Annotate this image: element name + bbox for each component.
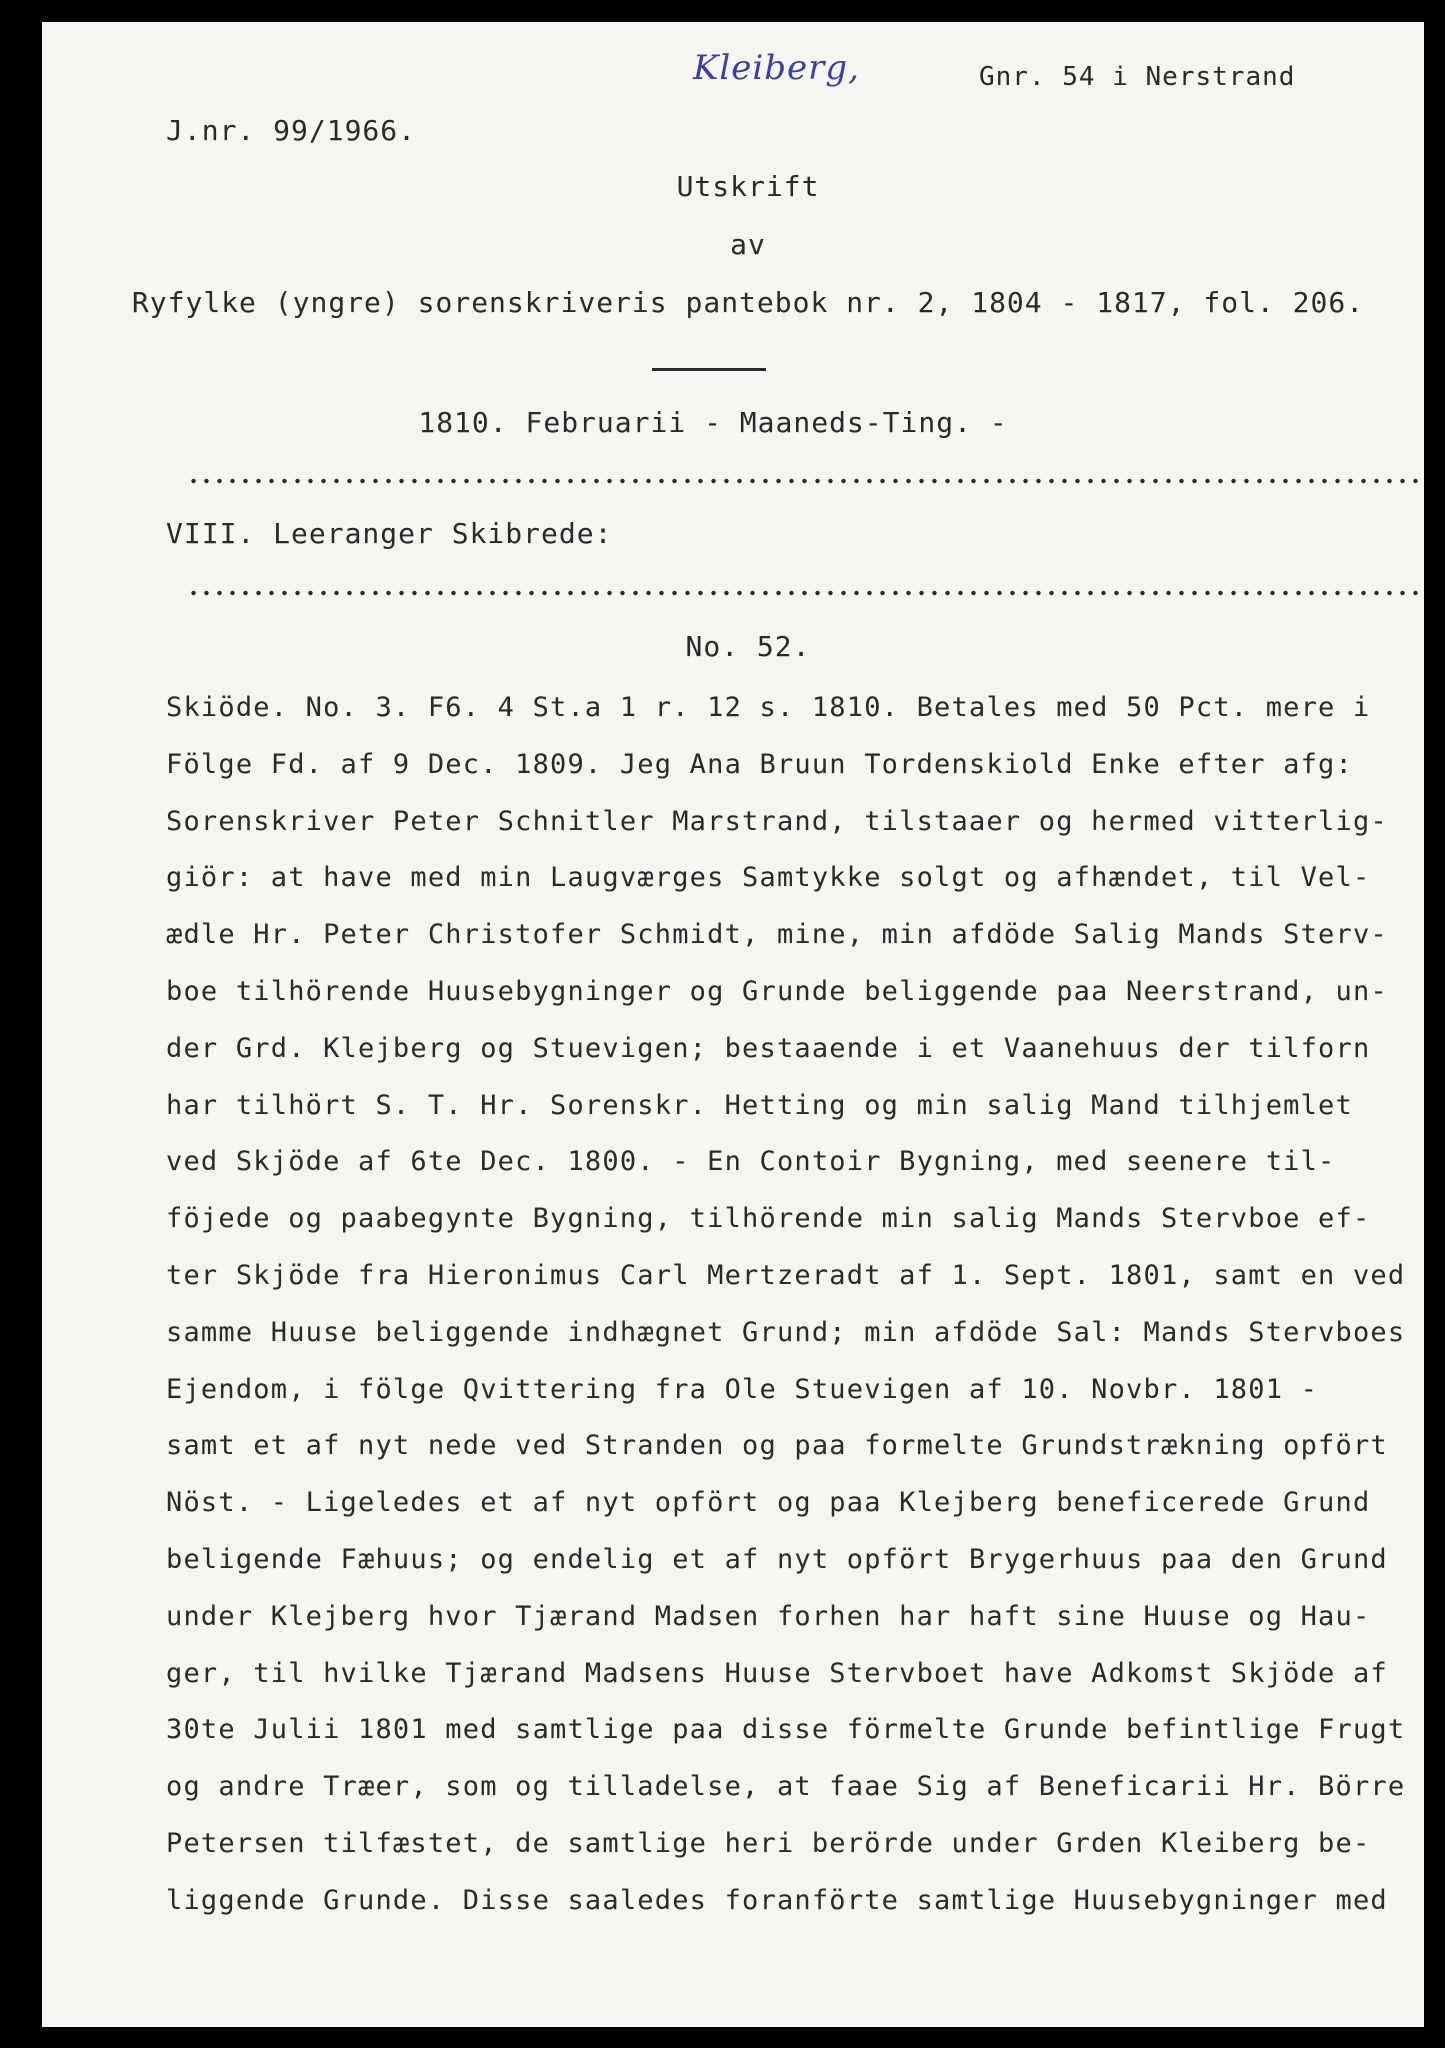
document-page: [42, 22, 1424, 2027]
dotted-divider-top: [187, 478, 1419, 484]
body-line: ter Skjöde fra Hieronimus Carl Mertzeradt af 1. Sept. 1801, samt en ved: [166, 1259, 1406, 1291]
court-date: 1810. Februarii - Maaneds-Ting. -: [418, 406, 1008, 439]
property-reference: Gnr. 54 i Nerstrand: [979, 62, 1296, 92]
body-line: Sorenskriver Peter Schnitler Marstrand, tilstaaer og hermed vitterlig-: [166, 805, 1388, 837]
body-line: 30te Julii 1801 med samtlige paa disse förmelte Grunde befintlige Frugt: [166, 1714, 1406, 1746]
body-line: samme Huuse beliggende indhægnet Grund; min afdöde Sal: Mands Stervboes: [166, 1316, 1406, 1348]
body-line: beligende Fæhuus; og endelig et af nyt opfört Brygerhuus paa den Grund: [166, 1543, 1388, 1575]
dotted-divider-bottom: [187, 590, 1419, 596]
source-reference: Ryfylke (yngre) sorenskriveris pantebok nr. 2, 1804 - 1817, fol. 206.: [131, 286, 1365, 319]
body-line: ger, til hvilke Tjærand Madsens Huuse Stervboet have Adkomst Skjöde af: [166, 1657, 1388, 1689]
body-line: ædle Hr. Peter Christofer Schmidt, mine, min afdöde Salig Mands Sterv-: [166, 919, 1388, 951]
handwritten-note: Kleiberg,: [693, 48, 860, 88]
body-line: samt et af nyt nede ved Stranden og paa formelte Grundstrækning opfört: [166, 1430, 1388, 1462]
body-line: og andre Træer, som og tilladelse, at faae Sig af Beneficarii Hr. Börre: [166, 1771, 1406, 1803]
body-line: der Grd. Klejberg og Stuevigen; bestaaende i et Vaanehuus der tilforn: [166, 1032, 1371, 1064]
body-line: har tilhört S. T. Hr. Sorenskr. Hetting og min salig Mand tilhjemlet: [166, 1089, 1353, 1121]
body-line: giör: at have med min Laugværges Samtykke solgt og afhændet, til Vel-: [166, 862, 1371, 894]
body-line: Skiöde. No. 3. F6. 4 St.a 1 r. 12 s. 1810. Betales med 50 Pct. mere i: [166, 692, 1371, 723]
body-line: under Klejberg hvor Tjærand Madsen forhen har haft sine Huuse og Hau-: [166, 1600, 1371, 1632]
document-title: Utskrift: [676, 170, 820, 203]
entry-number: No. 52.: [685, 630, 811, 663]
body-line: liggende Grunde. Disse saaledes foranförte samtlige Huusebygninger med: [166, 1884, 1388, 1916]
body-line: boe tilhörende Huusebygninger og Grunde beliggende paa Neerstrand, un-: [166, 975, 1388, 1007]
body-line: Petersen tilfæstet, de samtlige heri berörde under Grden Kleiberg be-: [166, 1827, 1371, 1859]
section-heading: VIII. Leeranger Skibrede:: [166, 517, 613, 550]
body-line: Nöst. - Ligeledes et af nyt opfört og paa Klejberg beneficerede Grund: [166, 1487, 1371, 1519]
title-connector: av: [730, 228, 766, 261]
transcript-body: [166, 680, 1436, 1930]
body-line: Ejendom, i fölge Qvittering fra Ole Stuevigen af 10. Novbr. 1801 -: [166, 1373, 1319, 1405]
body-line: föjede og paabegynte Bygning, tilhörende min salig Mands Stervboe ef-: [166, 1203, 1371, 1235]
journal-number: J.nr. 99/1966.: [166, 114, 417, 147]
body-line: Fölge Fd. af 9 Dec. 1809. Jeg Ana Bruun Tordenskiold Enke efter afg:: [166, 748, 1353, 780]
divider-rule: [652, 368, 766, 371]
body-line: ved Skjöde af 6te Dec. 1800. - En Contoir Bygning, med seenere til-: [166, 1146, 1336, 1178]
